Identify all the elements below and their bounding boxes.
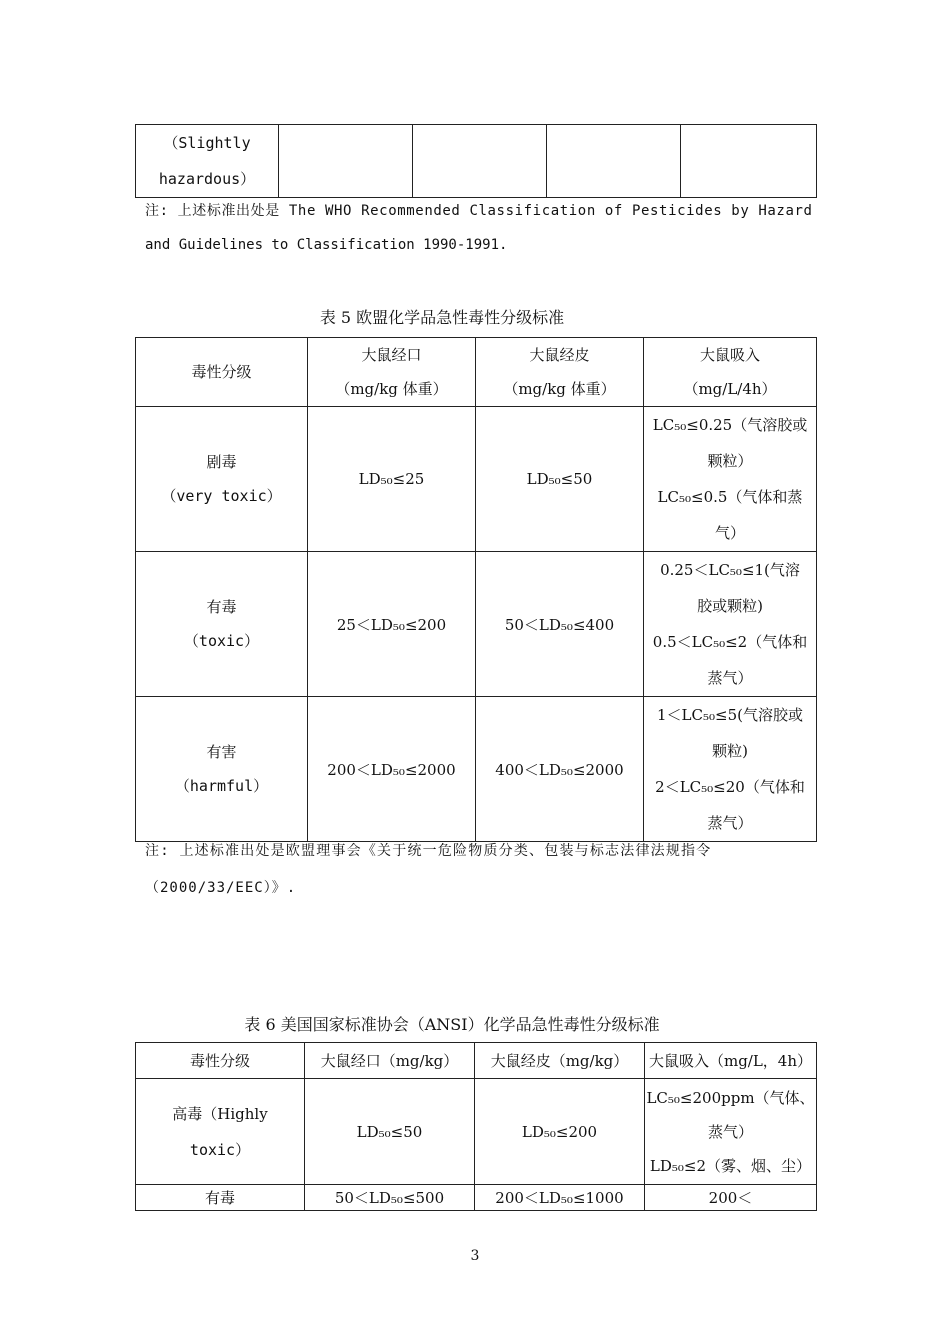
cell-line: 颗粒) xyxy=(712,742,748,760)
table-top xyxy=(135,124,817,198)
table-row xyxy=(136,697,817,842)
table-cell xyxy=(644,552,817,697)
header-unit: （mg/L/4h） xyxy=(683,380,777,398)
class-name: 有毒 xyxy=(206,598,237,616)
table-cell xyxy=(547,125,681,198)
table-caption: 表 5 欧盟化学品急性毒性分级标准 xyxy=(319,308,565,327)
cell-line: hazardous） xyxy=(158,170,256,188)
table-cell xyxy=(136,1079,305,1185)
table-header-row xyxy=(136,338,817,407)
class-name-en: （harmful） xyxy=(174,777,269,795)
table-cell xyxy=(136,697,308,842)
header-cell xyxy=(136,338,308,407)
cell-line: LC₅₀≤200ppm（气体、 xyxy=(646,1088,815,1107)
cell-line: 蒸气） xyxy=(707,669,753,687)
header-cell: 毒性分级 xyxy=(136,1043,305,1079)
class-name: 剧毒 xyxy=(206,453,237,471)
table-cell: 50＜LD₅₀≤500 xyxy=(305,1185,475,1211)
table-cell xyxy=(681,125,817,198)
header-unit: （mg/kg 体重） xyxy=(503,380,616,398)
table-5 xyxy=(135,337,817,842)
table-cell: 50＜LD₅₀≤400 xyxy=(476,552,644,697)
header-cell xyxy=(308,338,476,407)
class-name: 有害 xyxy=(206,743,237,761)
table-cell xyxy=(644,697,817,842)
note-line: （2000/33/EEC）》. xyxy=(145,880,297,896)
table-cell: 200＜LD₅₀≤1000 xyxy=(475,1185,645,1211)
cell-line: LC₅₀≤0.25（气溶胶或 xyxy=(652,416,808,434)
header-cell: 大鼠吸入（mg/L，4h） xyxy=(645,1043,817,1079)
note-line: and Guidelines to Classification 1990-1991. xyxy=(145,237,508,253)
table-cell xyxy=(136,407,308,552)
class-name-en: （toxic） xyxy=(183,632,260,650)
header-label: 大鼠经皮 xyxy=(529,346,590,364)
header-cell: 大鼠经皮（mg/kg） xyxy=(475,1043,645,1079)
table-cell: LD₅₀≤50 xyxy=(476,407,644,552)
class-name: 有毒 xyxy=(136,1185,305,1211)
table-header-row xyxy=(136,1043,817,1079)
table-cell xyxy=(645,1079,817,1185)
cell-line: 1＜LC₅₀≤5(气溶胶或 xyxy=(657,706,803,724)
note-line: 注: 上述标准出处是 The WHO Recommended Classification of Pesticides by Hazard xyxy=(145,203,813,219)
table-cell xyxy=(136,125,279,198)
table-row xyxy=(136,552,817,697)
table-cell xyxy=(279,125,413,198)
class-name-en: toxic） xyxy=(189,1140,251,1159)
note-line: 注: 上述标准出处是欧盟理事会《关于统一危险物质分类、包装与标志法律法规指令 xyxy=(145,843,712,859)
table-cell: 400＜LD₅₀≤2000 xyxy=(476,697,644,842)
class-name-en: （very toxic） xyxy=(161,487,282,505)
table-cell: LD₅₀≤200 xyxy=(475,1079,645,1185)
table-cell: 25＜LD₅₀≤200 xyxy=(308,552,476,697)
header-cell xyxy=(476,338,644,407)
table-cell xyxy=(136,552,308,697)
cell-line: 颗粒） xyxy=(707,452,753,470)
table-caption: 表 6 美国国家标准协会（ANSI）化学品急性毒性分级标准 xyxy=(244,1015,660,1034)
cell-line: 气） xyxy=(714,524,745,542)
header-label: 毒性分级 xyxy=(191,363,252,381)
cell-line: 2＜LC₅₀≤20（气体和 xyxy=(655,778,805,796)
cell-line: LD₅₀≤2（雾、烟、尘） xyxy=(649,1156,812,1175)
header-cell xyxy=(644,338,817,407)
header-label: 大鼠吸入 xyxy=(699,346,760,364)
table-cell xyxy=(413,125,547,198)
cell-line: 胶或颗粒) xyxy=(697,597,763,615)
cell-line: （Slightly xyxy=(163,134,251,152)
table-cell: LD₅₀≤50 xyxy=(305,1079,475,1185)
page-number: 3 xyxy=(470,1248,480,1264)
header-unit: （mg/kg 体重） xyxy=(335,380,448,398)
table-row xyxy=(136,125,817,198)
header-cell: 大鼠经口（mg/kg） xyxy=(305,1043,475,1079)
table-row xyxy=(136,1185,817,1211)
class-name: 高毒（Highly xyxy=(172,1104,268,1123)
table-cell: 200＜LD₅₀≤2000 xyxy=(308,697,476,842)
table-row xyxy=(136,1079,817,1185)
cell-line: LC₅₀≤0.5（气体和蒸 xyxy=(657,488,803,506)
cell-line: 0.25＜LC₅₀≤1(气溶 xyxy=(660,561,800,579)
cell-line: 蒸气） xyxy=(707,1122,753,1141)
cell-line: 蒸气） xyxy=(707,814,753,832)
table-6 xyxy=(135,1042,817,1211)
table-cell xyxy=(644,407,817,552)
table-cell: LD₅₀≤25 xyxy=(308,407,476,552)
cell-line: 0.5＜LC₅₀≤2（气体和 xyxy=(652,633,808,651)
table-row xyxy=(136,407,817,552)
table-cell: 200＜ xyxy=(645,1185,817,1211)
header-label: 大鼠经口 xyxy=(361,346,422,364)
